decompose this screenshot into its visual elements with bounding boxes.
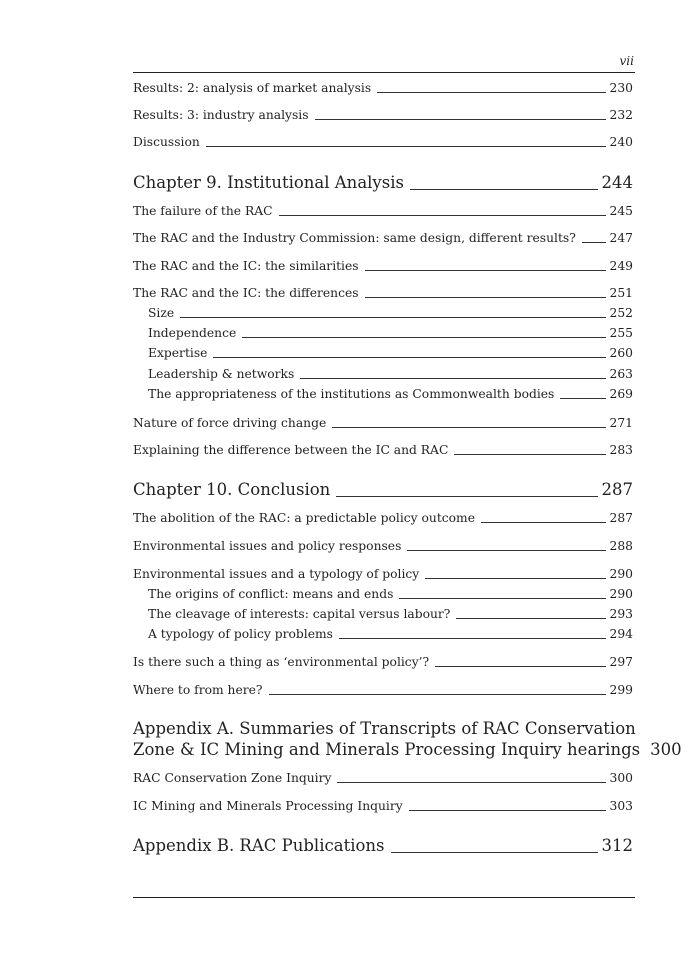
entry-title: Explaining the difference between the IC and RAC — [133, 443, 449, 457]
entry-page: 299 — [609, 683, 633, 697]
entry-title: The RAC and the IC: the similarities — [133, 259, 359, 273]
toc-entry[interactable] — [133, 538, 633, 554]
entry-page: 249 — [609, 259, 633, 273]
leader-line — [339, 638, 606, 639]
entry-page: 247 — [609, 231, 633, 245]
leader-line — [337, 782, 605, 783]
toc-entry[interactable] — [133, 80, 633, 96]
entry-page: 240 — [609, 135, 633, 149]
entry-title: IC Mining and Minerals Processing Inquiry — [133, 799, 403, 813]
entry-title: Chapter 9. Institutional Analysis — [133, 173, 404, 192]
leader-line — [213, 357, 605, 358]
entry-title: The cleavage of interests: capital versus labour? — [148, 607, 451, 621]
toc-entry[interactable] — [133, 134, 633, 150]
toc-entry[interactable] — [148, 626, 633, 642]
toc-entry[interactable] — [148, 325, 633, 341]
entry-page: 300 — [650, 740, 682, 759]
entry-title: RAC Conservation Zone Inquiry — [133, 771, 332, 785]
leader-line — [300, 378, 605, 379]
toc-entry[interactable] — [133, 654, 633, 670]
entry-title: The RAC and the IC: the differences — [133, 286, 359, 300]
entry-page: 252 — [609, 306, 633, 320]
toc-entry[interactable] — [133, 798, 633, 814]
footer-rule — [133, 897, 635, 898]
entry-page: 251 — [609, 286, 633, 300]
entry-title: Leadership & networks — [148, 367, 295, 381]
entry-title: Appendix A. Summaries of Transcripts of RAC Conservation Zone & IC Mining and Minerals Processing Inquiry hearings — [133, 719, 641, 759]
entry-page: 303 — [609, 799, 633, 813]
toc-entry[interactable] — [133, 203, 633, 219]
entry-title: Size — [148, 306, 175, 320]
toc-chapter-entry[interactable] — [133, 835, 633, 856]
entry-page: 230 — [609, 81, 633, 95]
leader-line — [180, 317, 605, 318]
entry-page: 294 — [609, 627, 633, 641]
toc-entry[interactable] — [133, 770, 633, 786]
entry-page: 290 — [609, 587, 633, 601]
leader-line — [407, 550, 605, 551]
toc-chapter-entry[interactable] — [133, 718, 682, 760]
leader-line — [454, 454, 605, 455]
entry-page: 297 — [609, 655, 633, 669]
toc-entry[interactable] — [148, 586, 633, 602]
entry-title: Independence — [148, 326, 237, 340]
entry-title: The origins of conflict: means and ends — [148, 587, 394, 601]
entry-title: The failure of the RAC — [133, 204, 273, 218]
entry-title: Is there such a thing as ‘environmental policy’? — [133, 655, 430, 669]
toc-entry[interactable] — [148, 305, 633, 321]
toc-entry[interactable] — [133, 682, 633, 698]
entry-title: Results: 3: industry analysis — [133, 108, 309, 122]
leader-line — [279, 215, 606, 216]
entry-title: Appendix B. RAC Publications — [133, 836, 385, 855]
leader-line — [560, 398, 605, 399]
toc-chapter-entry[interactable] — [133, 172, 633, 193]
toc-entry[interactable] — [148, 345, 633, 361]
leader-line — [481, 522, 606, 523]
entry-title: Chapter 10. Conclusion — [133, 480, 331, 499]
leader-line — [391, 852, 598, 853]
toc-entry[interactable] — [148, 386, 633, 402]
entry-title: Where to from here? — [133, 683, 263, 697]
entry-page: 245 — [609, 204, 633, 218]
entry-title: Environmental issues and a typology of policy — [133, 567, 420, 581]
page-number: vii — [619, 54, 634, 68]
toc-entry[interactable] — [133, 107, 633, 123]
entry-title: Results: 2: analysis of market analysis — [133, 81, 372, 95]
leader-line — [365, 270, 606, 271]
entry-page: 260 — [609, 346, 633, 360]
entry-page: 255 — [609, 326, 633, 340]
header-rule — [133, 72, 635, 73]
entry-page: 293 — [609, 607, 633, 621]
leader-line — [399, 598, 605, 599]
entry-title: Expertise — [148, 346, 208, 360]
entry-page: 287 — [609, 511, 633, 525]
leader-line — [365, 297, 606, 298]
toc-entry[interactable] — [148, 366, 633, 382]
leader-line — [242, 337, 605, 338]
leader-line — [582, 242, 606, 243]
toc-entry[interactable] — [133, 566, 633, 582]
leader-line — [409, 810, 606, 811]
entry-page: 288 — [609, 539, 633, 553]
toc-entry[interactable] — [133, 285, 633, 301]
leader-line — [332, 427, 605, 428]
entry-page: 263 — [609, 367, 633, 381]
entry-page: 269 — [609, 387, 633, 401]
leader-line — [269, 694, 606, 695]
entry-title: The abolition of the RAC: a predictable policy outcome — [133, 511, 475, 525]
entry-title: Environmental issues and policy responses — [133, 539, 402, 553]
leader-line — [456, 618, 605, 619]
leader-line — [206, 146, 606, 147]
leader-line — [315, 119, 606, 120]
entry-page: 312 — [601, 836, 633, 855]
leader-line — [410, 189, 598, 190]
leader-line — [336, 496, 597, 497]
entry-page: 244 — [601, 173, 633, 192]
toc-entry[interactable] — [133, 258, 633, 274]
toc-entry[interactable] — [133, 415, 633, 431]
toc-entry[interactable] — [133, 442, 633, 458]
entry-page: 290 — [609, 567, 633, 581]
entry-page: 232 — [609, 108, 633, 122]
toc-entry[interactable] — [148, 606, 633, 622]
entry-page: 287 — [601, 480, 633, 499]
entry-title: The RAC and the Industry Commission: same design, different results? — [133, 231, 576, 245]
toc-chapter-entry[interactable] — [133, 479, 633, 500]
entry-page: 271 — [609, 416, 633, 430]
toc-entry[interactable] — [133, 230, 633, 246]
leader-line — [377, 92, 605, 93]
entry-title: A typology of policy problems — [148, 627, 333, 641]
leader-line — [425, 578, 605, 579]
leader-line — [435, 666, 605, 667]
entry-title: The appropriateness of the institutions as Commonwealth bodies — [148, 387, 555, 401]
entry-title: Discussion — [133, 135, 200, 149]
entry-title: Nature of force driving change — [133, 416, 327, 430]
toc-entry[interactable] — [133, 510, 633, 526]
entry-page: 300 — [609, 771, 633, 785]
entry-page: 283 — [609, 443, 633, 457]
